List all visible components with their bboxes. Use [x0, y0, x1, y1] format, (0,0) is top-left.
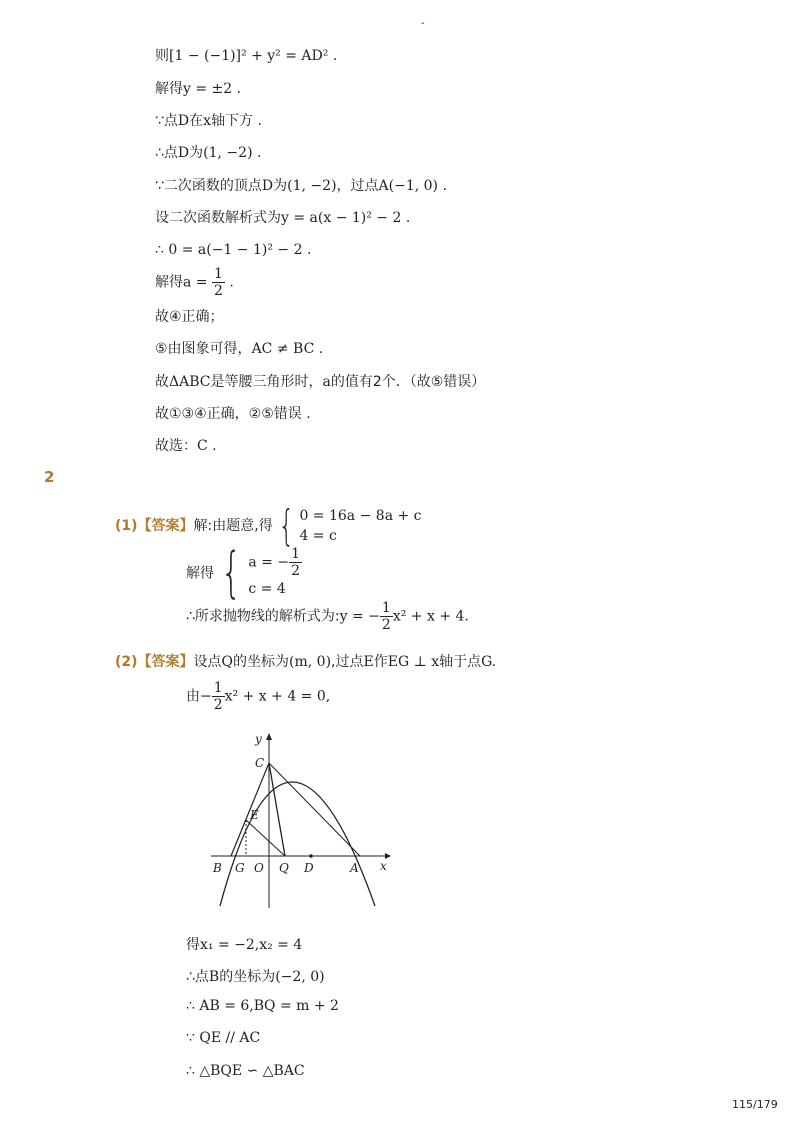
text: 故	[155, 374, 169, 390]
text: ∵二次函数的顶点	[155, 178, 262, 194]
math: a =	[183, 274, 208, 291]
math: E	[363, 654, 374, 670]
line-12: 故①③④正确，②⑤错误 .	[155, 406, 311, 422]
label-Q: Q	[279, 861, 289, 875]
answer-tag: (1)【答案】	[115, 518, 194, 534]
line-7	[155, 240, 311, 260]
step-2	[186, 966, 325, 986]
text: .	[207, 438, 217, 454]
math: x	[203, 113, 212, 129]
step-1	[186, 934, 302, 954]
denominator: 2	[213, 283, 223, 299]
answer-2-from	[186, 680, 330, 713]
equation-system	[299, 506, 421, 546]
numerator: 1	[213, 680, 223, 696]
point-D	[309, 854, 313, 858]
line-13	[155, 436, 217, 456]
brace: {	[220, 540, 242, 604]
math: D	[261, 178, 274, 194]
math: y = −	[339, 608, 380, 625]
numerator: 1	[213, 266, 223, 282]
page-number: 115/179	[732, 1098, 778, 1111]
answer-1-solution	[186, 540, 302, 604]
answer-1-conclusion	[186, 600, 469, 633]
text: ,过点	[331, 654, 364, 670]
text: 轴下方 .	[211, 113, 262, 129]
math: Q	[221, 654, 234, 670]
text: 为	[273, 178, 288, 194]
math: B	[208, 969, 220, 985]
label-C: C	[255, 756, 265, 770]
math: (−2, 0)	[275, 969, 325, 985]
math: x₁ = −2,x₂ = 4	[200, 937, 303, 953]
line-5	[155, 176, 447, 196]
label-D: D	[304, 861, 314, 875]
math: D	[177, 113, 190, 129]
numerator: 1	[381, 600, 391, 616]
text: ∴点	[155, 145, 178, 161]
math: [1 − (−1)]² + y² = AD²	[169, 48, 329, 64]
text: 为	[189, 145, 204, 161]
answer-1	[115, 501, 422, 550]
denominator: 2	[291, 563, 300, 579]
text: .	[328, 48, 338, 64]
text: 故选：	[155, 438, 197, 454]
label-E: E	[250, 808, 259, 822]
label-G: G	[235, 861, 245, 875]
text: 在	[189, 113, 204, 129]
solution-c: c = 4	[248, 581, 286, 597]
denominator: 2	[381, 617, 391, 633]
equation: 4 = c	[299, 528, 337, 544]
answer-tag: (2)【答案】	[115, 654, 194, 670]
text: 得	[186, 937, 200, 953]
text: 则	[155, 48, 169, 64]
text: 由	[186, 688, 200, 705]
solution-a	[248, 546, 302, 579]
math: y = a(x − 1)² − 2	[281, 210, 402, 226]
line-9: 故④正确；	[155, 309, 224, 325]
fraction	[212, 680, 225, 713]
text: .	[401, 210, 411, 226]
text: 解:由题意,得	[193, 518, 273, 534]
math: x² + x + 4 = 0,	[224, 688, 331, 705]
label-B: B	[213, 861, 222, 875]
text: ⑤由图象可得，	[155, 341, 252, 357]
math: G.	[481, 654, 497, 670]
math: AC ≠ BC	[251, 341, 315, 357]
text: .	[438, 178, 447, 194]
line-11	[155, 372, 485, 392]
line-2	[155, 79, 241, 99]
text: .	[224, 274, 234, 291]
math: (m, 0)	[289, 654, 332, 670]
text: ∴点	[186, 969, 209, 985]
line-1	[155, 46, 337, 66]
parabola-figure	[205, 728, 395, 913]
math: (1, −2)	[203, 145, 253, 161]
text: 轴于点	[439, 654, 482, 670]
answer-2	[115, 651, 496, 671]
text: 解得	[155, 274, 183, 291]
step-5: ∴ △BQE ∽ △BAC	[186, 1063, 305, 1079]
math: x² + x + 4.	[392, 608, 469, 625]
equation: 0 = 16a − 8a + c	[299, 508, 422, 524]
step-3: ∴ AB = 6,BQ = m + 2	[186, 998, 339, 1014]
fraction	[380, 600, 393, 633]
math: y = ±2	[183, 81, 233, 97]
brace: {	[278, 501, 295, 550]
text: .	[252, 145, 262, 161]
denominator: 2	[213, 697, 223, 713]
text: 作	[373, 654, 388, 670]
label-x: x	[380, 859, 387, 873]
text: ∴所求抛物线的解析式为:	[186, 608, 340, 625]
header-mark: -	[421, 18, 425, 29]
text: ∵点	[155, 113, 178, 129]
label-O: O	[254, 861, 264, 875]
math: −	[200, 688, 212, 705]
solution-system	[248, 546, 302, 599]
text: 的值有2个．（故⑤错误）	[330, 374, 486, 390]
text: .	[314, 341, 324, 357]
math: EG ⊥ x	[387, 654, 440, 670]
math: C	[197, 438, 208, 454]
text: 的坐标为	[219, 969, 276, 985]
math: A(−1, 0)	[378, 178, 439, 194]
label-A: A	[350, 861, 359, 875]
text: 设点	[193, 654, 222, 670]
fraction	[289, 546, 302, 579]
text: 解得	[155, 81, 183, 97]
numerator: 1	[291, 546, 300, 562]
math: (1, −2)	[287, 178, 337, 194]
text: 的坐标为	[233, 654, 290, 670]
step-4: ∵ QE // AC	[186, 1030, 261, 1046]
text: .	[302, 242, 312, 258]
line-4	[155, 143, 261, 163]
text: .	[232, 81, 242, 97]
line-6	[155, 208, 410, 228]
math: a = −	[248, 554, 290, 571]
label-y: y	[255, 732, 262, 746]
math: ∴ 0 = a(−1 − 1)² − 2	[155, 242, 303, 258]
math: D	[177, 145, 190, 161]
text: 解得	[186, 565, 214, 582]
text: 是等腰三角形时，	[210, 374, 323, 390]
text: ，过点	[336, 178, 379, 194]
question-number: 2	[44, 468, 55, 486]
line-3	[155, 111, 262, 131]
text: 设二次函数解析式为	[155, 210, 281, 226]
math: ΔABC	[169, 374, 211, 390]
math: a	[322, 374, 331, 390]
line-8	[155, 266, 234, 299]
fraction	[212, 266, 225, 299]
y-axis-arrow	[266, 733, 272, 740]
parabola-curve	[220, 782, 375, 906]
line-10	[155, 339, 323, 359]
